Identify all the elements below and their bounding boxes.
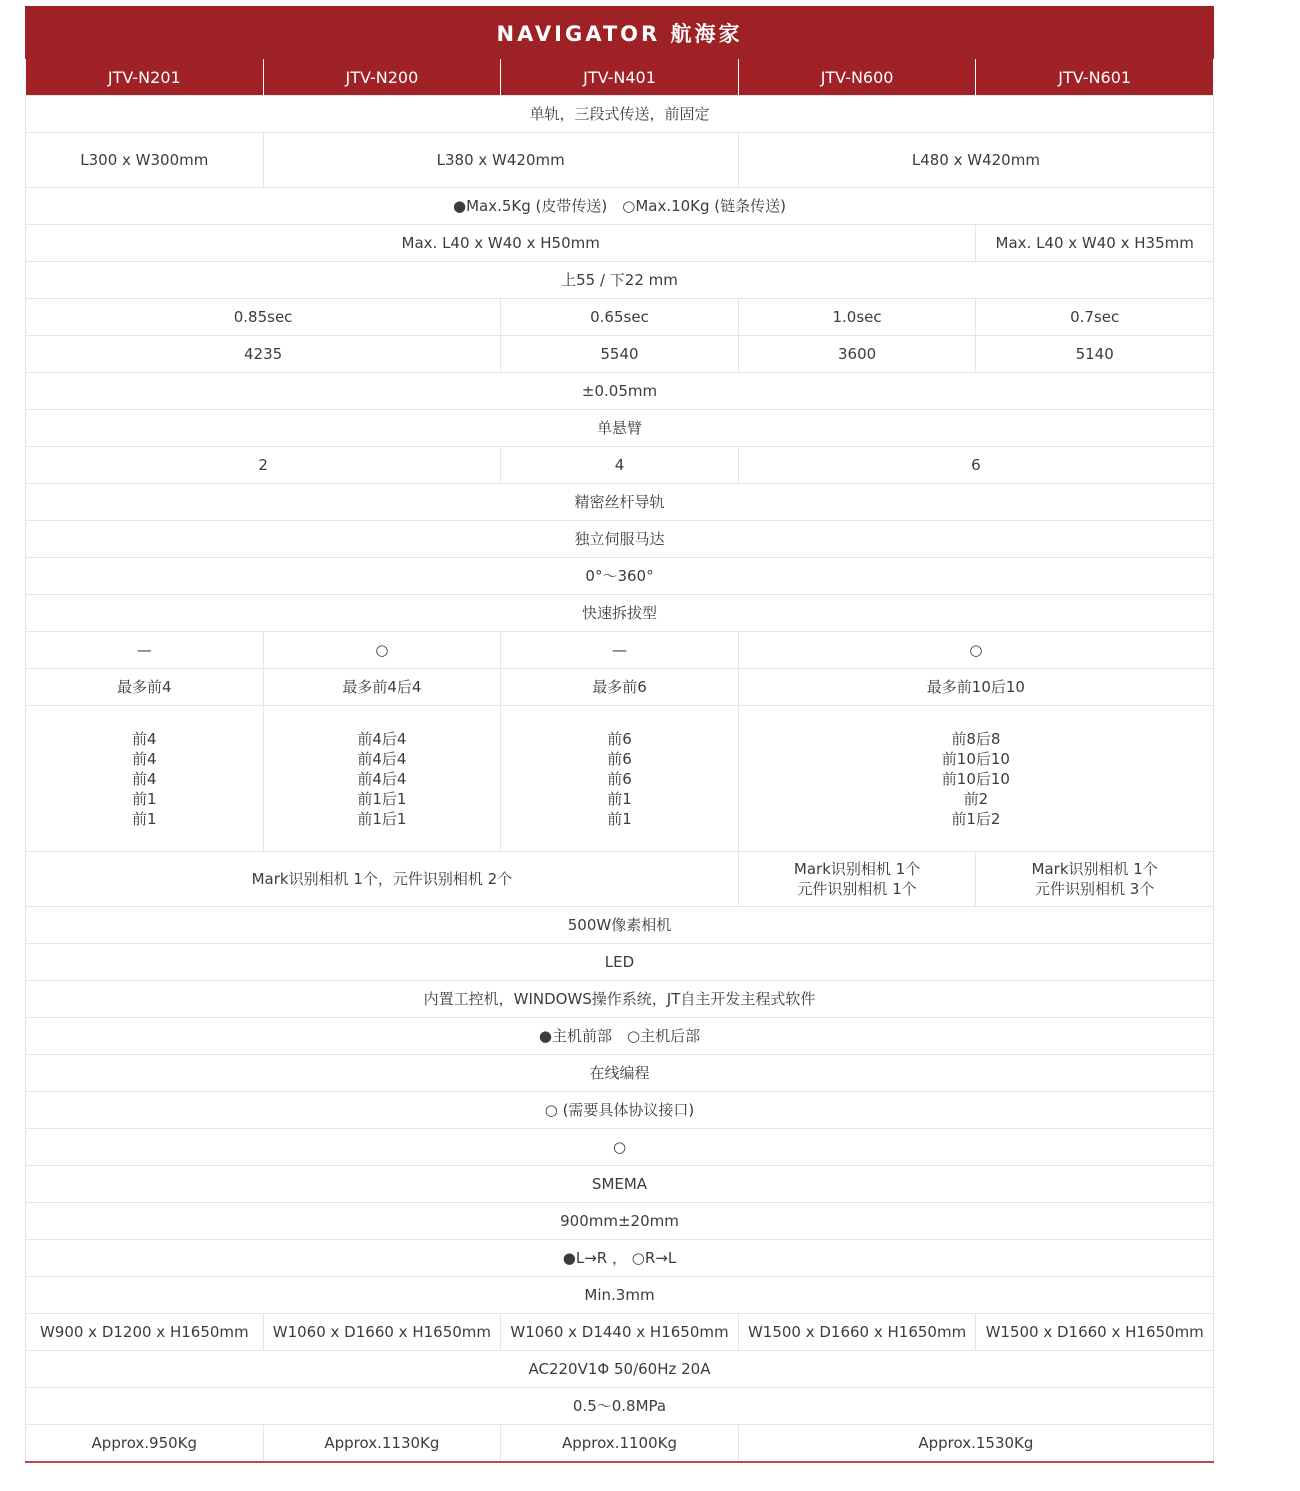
spec-cell: 前6 前6 前6 前1 前1 [501,706,739,852]
spec-row [26,1055,1214,1092]
spec-row [26,188,1214,225]
spec-cell: 0.85sec [26,299,501,336]
spec-cell: ○ [738,632,1213,669]
spec-cell: SMEMA [26,1166,1214,1203]
spec-table [25,59,1214,1463]
spec-row [26,484,1214,521]
spec-cell: 前8后8 前10后10 前10后10 前2 前1后2 [738,706,1213,852]
spec-cell: 最多前10后10 [738,669,1213,706]
spec-row [26,299,1214,336]
spec-sheet [25,6,1214,1463]
spec-cell: Approx.1130Kg [263,1425,501,1463]
spec-row [26,669,1214,706]
model-header-row [26,59,1214,96]
spec-row [26,706,1214,852]
spec-cell: — [501,632,739,669]
spec-row [26,944,1214,981]
spec-cell: W900 x D1200 x H1650mm [26,1314,264,1351]
spec-row [26,907,1214,944]
spec-row [26,558,1214,595]
spec-row [26,852,1214,907]
model-header-n600: JTV-N600 [738,59,976,96]
spec-cell: — [26,632,264,669]
spec-cell: 5140 [976,336,1214,373]
spec-cell: L380 x W420mm [263,133,738,188]
spec-cell: 上55 / 下22 mm [26,262,1214,299]
spec-cell: Max. L40 x W40 x H35mm [976,225,1214,262]
spec-cell: 在线编程 [26,1055,1214,1092]
spec-cell: 0.7sec [976,299,1214,336]
model-header-n201: JTV-N201 [26,59,264,96]
spec-row [26,632,1214,669]
spec-row [26,1018,1214,1055]
spec-row [26,1092,1214,1129]
spec-cell: ○ (需要具体协议接口) [26,1092,1214,1129]
spec-row [26,225,1214,262]
model-header-n401: JTV-N401 [501,59,739,96]
spec-row [26,1388,1214,1425]
spec-cell: Mark识别相机 1个，元件识别相机 2个 [26,852,739,907]
model-header-n601: JTV-N601 [976,59,1214,96]
spec-cell: ●L→R ， ○R→L [26,1240,1214,1277]
spec-cell: ○ [26,1129,1214,1166]
spec-cell: Mark识别相机 1个 元件识别相机 1个 [738,852,976,907]
spec-row [26,1314,1214,1351]
spec-cell: ±0.05mm [26,373,1214,410]
spec-cell: W1500 x D1660 x H1650mm [738,1314,976,1351]
spec-row [26,1240,1214,1277]
spec-cell: 前4后4 前4后4 前4后4 前1后1 前1后1 [263,706,501,852]
spec-row [26,595,1214,632]
spec-cell: L480 x W420mm [738,133,1213,188]
spec-cell: 4 [501,447,739,484]
spec-cell: Approx.1100Kg [501,1425,739,1463]
spec-cell: 最多前4后4 [263,669,501,706]
spec-cell: Mark识别相机 1个 元件识别相机 3个 [976,852,1214,907]
spec-cell: ○ [263,632,501,669]
spec-cell: ●Max.5Kg (皮带传送) ○Max.10Kg (链条传送) [26,188,1214,225]
spec-cell: 快速拆拔型 [26,595,1214,632]
spec-cell: L300 x W300mm [26,133,264,188]
spec-cell: 900mm±20mm [26,1203,1214,1240]
spec-cell: 内置工控机，WINDOWS操作系统，JT自主开发主程式软件 [26,981,1214,1018]
spec-cell: 0.5～0.8MPa [26,1388,1214,1425]
spec-row [26,373,1214,410]
spec-row [26,1129,1214,1166]
spec-cell: Max. L40 x W40 x H50mm [26,225,976,262]
spec-cell: 独立伺服马达 [26,521,1214,558]
spec-cell: W1500 x D1660 x H1650mm [976,1314,1214,1351]
spec-cell: 4235 [26,336,501,373]
spec-cell: W1060 x D1660 x H1650mm [263,1314,501,1351]
spec-cell: 500W像素相机 [26,907,1214,944]
spec-cell: W1060 x D1440 x H1650mm [501,1314,739,1351]
spec-cell: 最多前6 [501,669,739,706]
spec-cell: 0°～360° [26,558,1214,595]
spec-cell: LED [26,944,1214,981]
spec-row [26,133,1214,188]
spec-row [26,1351,1214,1388]
spec-row [26,410,1214,447]
spec-cell: ●主机前部 ○主机后部 [26,1018,1214,1055]
spec-cell: Approx.1530Kg [738,1425,1213,1463]
spec-table-body [26,96,1214,1463]
spec-cell: AC220V1Φ 50/60Hz 20A [26,1351,1214,1388]
spec-row [26,447,1214,484]
spec-row [26,336,1214,373]
spec-row [26,981,1214,1018]
spec-row [26,1203,1214,1240]
spec-row [26,262,1214,299]
spec-cell: Approx.950Kg [26,1425,264,1463]
spec-cell: 单悬臂 [26,410,1214,447]
spec-cell: Min.3mm [26,1277,1214,1314]
model-header-n200: JTV-N200 [263,59,501,96]
spec-cell: 前4 前4 前4 前1 前1 [26,706,264,852]
spec-row [26,521,1214,558]
spec-row [26,1425,1214,1463]
spec-cell: 5540 [501,336,739,373]
spec-cell: 3600 [738,336,976,373]
product-banner: NAVIGATOR 航海家 [25,6,1214,59]
spec-cell: 6 [738,447,1213,484]
spec-cell: 精密丝杆导轨 [26,484,1214,521]
spec-cell: 0.65sec [501,299,739,336]
spec-cell: 2 [26,447,501,484]
spec-row [26,96,1214,133]
spec-cell: 1.0sec [738,299,976,336]
spec-row [26,1166,1214,1203]
spec-cell: 最多前4 [26,669,264,706]
spec-cell: 单轨，三段式传送，前固定 [26,96,1214,133]
spec-row [26,1277,1214,1314]
